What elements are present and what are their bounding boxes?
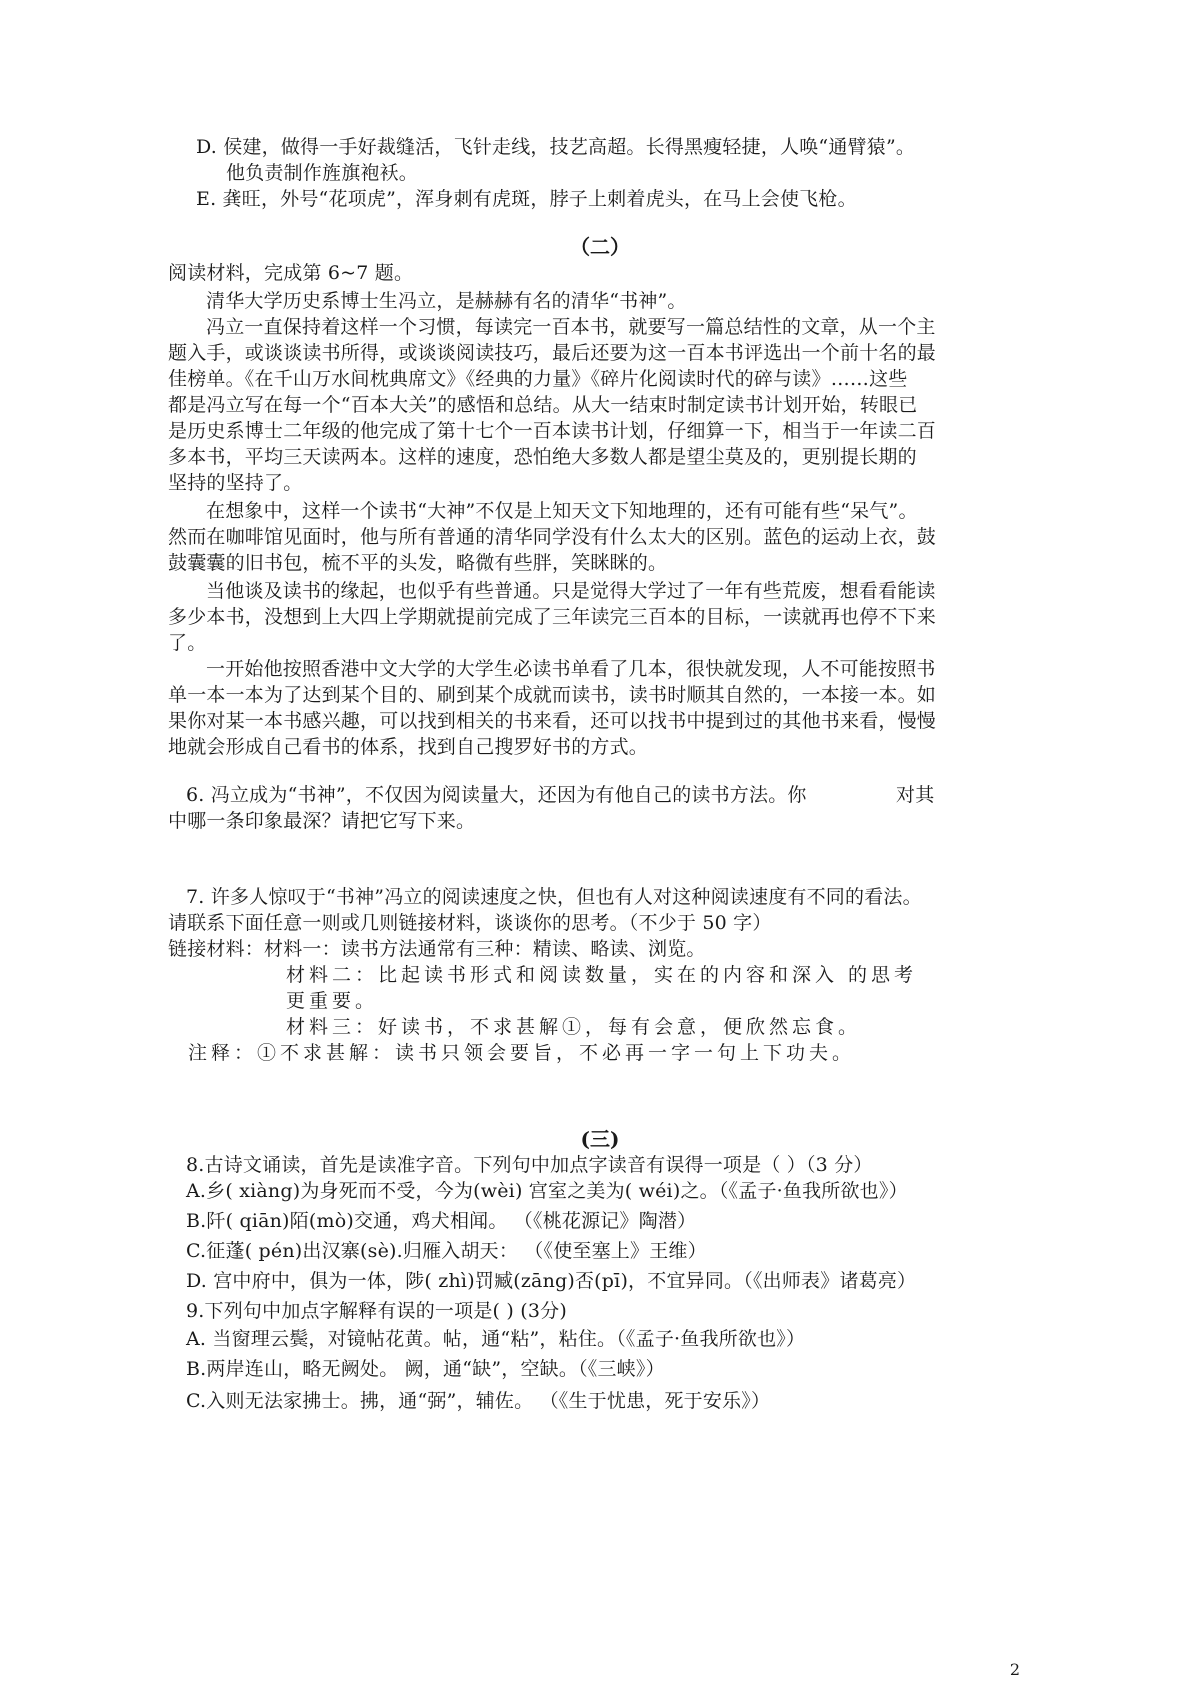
question-8: 8.古诗文诵读，首先是读准字音。下列句中加点字读音有误得一项是（ ）（3 分） xyxy=(186,1154,873,1176)
question-9-option-b: B.两岸连山，略无阙处。 阙，通“缺”，空缺。（《三峡》） xyxy=(186,1358,665,1380)
question-8-option-c: C.征蓬( pén)出汉寨(sè).归雁入胡天： （《使至塞上》王维） xyxy=(186,1240,707,1262)
material-note: 注释：①不求甚解：读书只领会要旨，不必再一字一句上下功夫。 xyxy=(188,1042,856,1064)
option-e-line: E. 龚旺，外号“花项虎”，浑身刺有虎斑，脖子上刺着虎头，在马上会使飞枪。 xyxy=(196,188,857,210)
question-9: 9.下列句中加点字解释有误的一项是( ) (3分) xyxy=(186,1300,567,1322)
section-heading-2: （二） xyxy=(570,235,630,259)
passage-line: 佳榜单。《在千山万水间枕典席文》《经典的力量》《碎片化阅读时代的碎与读》……这些 xyxy=(168,368,908,390)
passage-line: 果你对某一本书感兴趣，可以找到相关的书来看，还可以找书中提到过的其他书来看，慢慢 xyxy=(168,710,937,732)
question-9-option-c: C.入则无法家拂士。拂，通“弼”，辅佐。 （《生于忧患，死于安乐》） xyxy=(186,1390,771,1412)
question-8-option-d: D. 宫中府中，俱为一体，陟( zhì)罚臧(zāng)否(pī)，不宜异同。（《出师表》诸葛亮） xyxy=(186,1270,917,1292)
passage-line: 是历史系博士二年级的他完成了第十七个一百本读书计划，仔细算一下，相当于一年读二百 xyxy=(168,420,937,442)
material-2-line2: 更重要。 xyxy=(286,990,379,1012)
option-d-line1: D. 侯建，做得一手好裁缝活，飞针走线，技艺高超。长得黑瘦轻捷，人唤“通臂猿”。 xyxy=(196,136,916,158)
passage-line: 清华大学历史系博士生冯立，是赫赫有名的清华“书神”。 xyxy=(206,290,687,312)
passage-line: 坚持的坚持了。 xyxy=(168,472,303,494)
question-8-option-a: A.乡( xiàng)为身死而不受，今为(wèi) 宫室之美为( wéi)之。（《孟子·鱼我所欲也》） xyxy=(186,1180,908,1202)
passage-line: 了。 xyxy=(168,632,207,654)
passage-line: 当他谈及读书的缘起，也似乎有些普通。只是觉得大学过了一年有些荒废，想看看能读 xyxy=(206,580,936,602)
passage-line: 单一本一本为了达到某个目的、刷到某个成就而读书，读书时顺其自然的，一本接一本。如 xyxy=(168,684,937,706)
question-6-line2: 中哪一条印象最深？请把它写下来。 xyxy=(168,810,476,832)
passage-line: 多少本书，没想到上大四上学期就提前完成了三年读完三百本的目标，一读就再也停不下来 xyxy=(168,606,937,628)
question-7-line1: 7. 许多人惊叹于“书神”冯立的阅读速度之快，但也有人对这种阅读速度有不同的看法。 xyxy=(186,886,922,908)
passage-line: 鼓囊囊的旧书包，梳不平的头发，略微有些胖，笑眯眯的。 xyxy=(168,552,668,574)
question-6-line1-tail: 对其 xyxy=(896,784,935,806)
passage-line: 一开始他按照香港中文大学的大学生必读书单看了几本，很快就发现，人不可能按照书 xyxy=(206,658,936,680)
page-number: 2 xyxy=(1009,1660,1020,1679)
section-heading-3: (三) xyxy=(580,1127,620,1151)
passage-line: 冯立一直保持着这样一个习惯，每读完一百本书，就要写一篇总结性的文章，从一个主 xyxy=(206,316,936,338)
option-d-line2: 他负责制作旌旗袍袄。 xyxy=(226,162,419,184)
passage-line: 在想象中，这样一个读书“大神”不仅是上知天文下知地理的，还有可能有些“呆气”。 xyxy=(206,500,918,522)
section-intro: 阅读材料，完成第 6~7 题。 xyxy=(168,262,414,284)
material-3: 材料三：好读书，不求甚解①，每有会意，便欣然忘食。 xyxy=(286,1016,862,1038)
passage-line: 都是冯立写在每一个“百本大关”的感悟和总结。从大一结束时制定读书计划开始，转眼已 xyxy=(168,394,918,416)
question-7-line2: 请联系下面任意一则或几则链接材料，谈谈你的思考。（不少于 50 字） xyxy=(168,912,772,934)
passage-line: 地就会形成自己看书的体系，找到自己搜罗好书的方式。 xyxy=(168,736,649,758)
passage-line: 多本书，平均三天读两本。这样的速度，恐怕绝大多数人都是望尘莫及的，更别提长期的 xyxy=(168,446,917,468)
passage-line: 然而在咖啡馆见面时，他与所有普通的清华同学没有什么太大的区别。蓝色的运动上衣，鼓 xyxy=(168,526,937,548)
passage-line: 题入手，或谈谈读书所得，或谈谈阅读技巧，最后还要为这一百本书评选出一个前十名的最 xyxy=(168,342,937,364)
question-6-line1: 6. 冯立成为“书神”，不仅因为阅读量大，还因为有他自己的读书方法。你 xyxy=(186,784,807,806)
question-9-option-a: A. 当窗理云鬓，对镜帖花黄。帖，通“粘”，粘住。（《孟子·鱼我所欲也》） xyxy=(186,1328,806,1350)
question-8-option-b: B.阡( qiān)陌(mò)交通，鸡犬相闻。 （《桃花源记》陶潜） xyxy=(186,1210,697,1232)
material-2-line1: 材料二：比起读书形式和阅读数量，实在的内容和深入 的思考 xyxy=(286,964,918,986)
material-1: 链接材料：材料一：读书方法通常有三种：精读、略读、浏览。 xyxy=(168,938,706,960)
